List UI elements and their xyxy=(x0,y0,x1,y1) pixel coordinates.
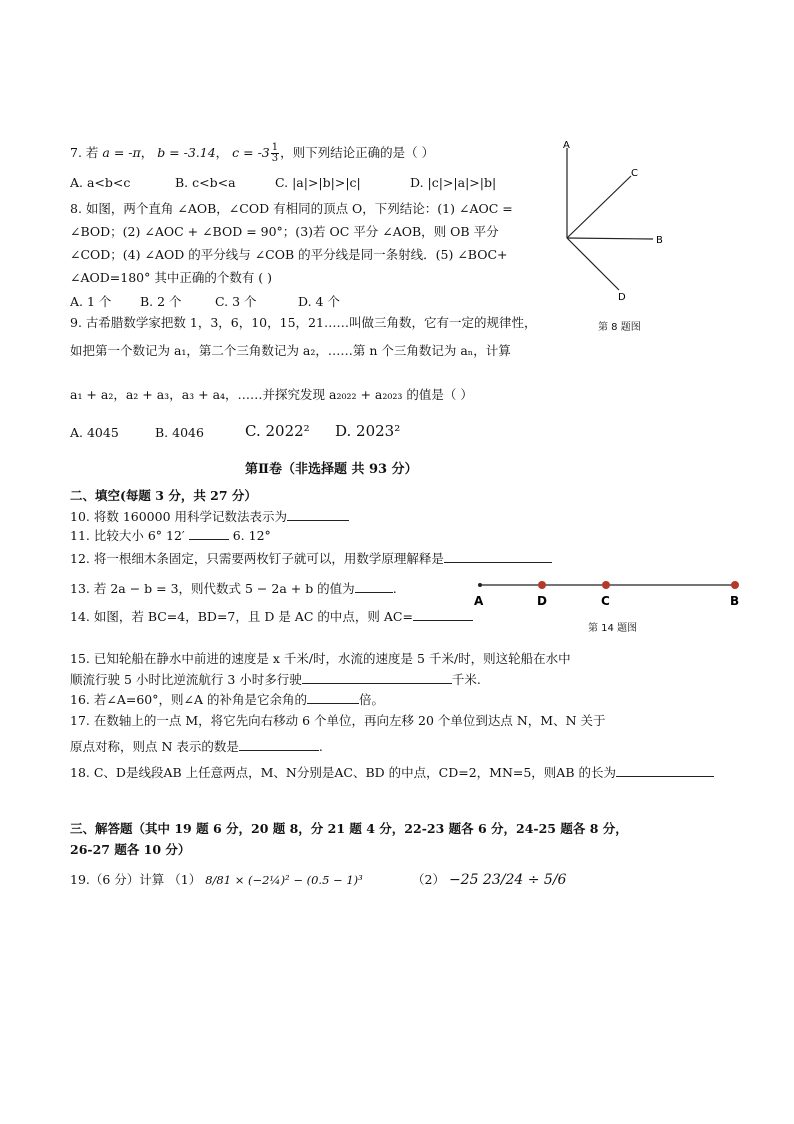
label-b: B xyxy=(656,235,663,246)
q14 xyxy=(70,607,473,625)
q9-line3: a₁ + a₂，a₂ + a₃，a₃ + a₄，……并探究发现 a₂₀₂₂ + a₂₀₂₃ 的值是（ ） xyxy=(70,387,473,402)
q13 xyxy=(70,579,397,597)
ray-ob xyxy=(567,238,653,239)
q16-text: 16. 若∠A=60°，则∠A 的补角是它余角的 xyxy=(70,692,307,707)
point-b xyxy=(731,581,739,589)
q17-answer-blank[interactable] xyxy=(239,738,319,751)
q7-option-d: D. |c|>|a|>|b| xyxy=(410,175,497,190)
q8-option-a: A. 1 个 xyxy=(70,294,112,309)
q16 xyxy=(70,690,384,708)
label-c: C xyxy=(601,594,610,608)
q19-part2 xyxy=(412,870,566,888)
q17-line1: 17. 在数轴上的一点 M，将它先向右移动 6 个单位，再向左移 20 个单位到达点 N，M、N 关于 xyxy=(70,713,606,728)
q13-answer-blank[interactable] xyxy=(355,580,393,593)
label-c: C xyxy=(631,168,638,179)
q8-figure xyxy=(555,140,675,310)
q18-text: 18. C、D是线段AB 上任意两点，M、N分别是AC、BD 的中点，CD=2，MN=5，则AB 的长为 xyxy=(70,765,616,780)
ray-od xyxy=(567,238,619,290)
q7-option-b: B. c<b<a xyxy=(175,175,236,190)
q7-stem: 7. 若 a = -π， b = -3.14， c = -3 $\frac{1}{3}$ ，则下列结论正确的是（ ） xyxy=(70,142,435,164)
q17-text: 原点对称，则点 N 表示的数是 xyxy=(70,739,239,754)
q15-line1: 15. 已知轮船在静水中前进的速度是 x 千米/时，水流的速度是 5 千米/时，则这轮船在水中 xyxy=(70,651,571,666)
q10-answer-blank[interactable] xyxy=(287,508,349,521)
q15-answer-blank[interactable] xyxy=(302,671,452,684)
q9-option-d: D. 2023² xyxy=(335,422,401,440)
q9-option-a: A. 4045 xyxy=(70,425,119,440)
q19-expr2: −25 23/24 ÷ 5/6 xyxy=(448,872,567,888)
section3-heading-line1: 三、解答题（其中 19 题 6 分，20 题 8，分 21 题 4 分，22-23 题各 6 分，24-25 题各 8 分， xyxy=(70,821,628,836)
section3-heading-line2: 26-27 题各 10 分） xyxy=(70,842,191,857)
q14-figure-caption: 第 14 题图 xyxy=(588,623,638,634)
q14-figure xyxy=(470,575,750,610)
point-c xyxy=(602,581,610,589)
q8-line3: ∠COD；(4) ∠AOD 的平分线与 ∠COB 的平分线是同一条射线．(5) ∠BOC+ xyxy=(70,247,508,262)
q11-text: 11. 比较大小 6° 12′ xyxy=(70,528,185,543)
q10 xyxy=(70,507,349,525)
label-b: B xyxy=(730,594,740,608)
q9-option-c: C. 2022² xyxy=(245,422,310,440)
q8-line4: ∠AOD=180° 其中正确的个数有 ( ) xyxy=(70,270,273,285)
q17-line2 xyxy=(70,737,323,755)
q19-expr1: 8/81 × (−2¼)² − (0.5 − 1)³ xyxy=(205,873,363,887)
q7-stem-post: ，则下列结论正确的是（ ） xyxy=(280,145,435,160)
label-a: A xyxy=(563,140,570,151)
q7-c-fraction xyxy=(271,143,279,164)
q7-b-expr: b = -3.14 xyxy=(157,145,216,160)
q12-answer-blank[interactable] xyxy=(444,550,552,563)
q12 xyxy=(70,549,552,567)
section2-title: 第Ⅱ卷（非选择题 共 93 分） xyxy=(245,462,418,477)
section2-heading: 二、填空(每题 3 分，共 27 分） xyxy=(70,488,257,503)
q18 xyxy=(70,763,714,781)
q11 xyxy=(70,526,271,544)
q8-line2: ∠BOD；(2) ∠AOC + ∠BOD = 90°；(3)若 OC 平分 ∠AOB，则 OB 平分 xyxy=(70,224,499,239)
point-d xyxy=(538,581,546,589)
frac-num: 1 xyxy=(271,142,279,153)
q9-line2: 如把第一个数记为 a₁，第二个三角数记为 a₂，……第 n 个三角数记为 aₙ，计算 xyxy=(70,343,511,358)
q7-option-a: A. a<b<c xyxy=(70,175,131,190)
q7-option-c: C. |a|>|b|>|c| xyxy=(275,175,361,190)
q15-text: 顺流行驶 5 小时比逆流航行 3 小时多行驶 xyxy=(70,672,302,687)
q8-option-b: B. 2 个 xyxy=(140,294,182,309)
ray-oc xyxy=(567,176,631,238)
label-d: D xyxy=(537,594,547,608)
q16-answer-blank[interactable] xyxy=(307,691,359,704)
q19-label: 19.（6 分）计算 （1） xyxy=(70,872,202,887)
q8-line1: 8. 如图，两个直角 ∠AOB，∠COD 有相同的顶点 O，下列结论：(1) ∠AOC = xyxy=(70,201,513,216)
frac-den: 3 xyxy=(271,153,279,164)
q7-stem-pre: 7. 若 xyxy=(70,145,99,160)
q13-text: 13. 若 2a − b = 3，则代数式 5 − 2a + b 的值为 xyxy=(70,581,355,596)
label-d: D xyxy=(618,292,626,303)
q14-text: 14. 如图，若 BC=4，BD=7，且 D 是 AC 的中点，则 AC= xyxy=(70,609,413,624)
q10-text: 10. 将数 160000 用科学记数法表示为 xyxy=(70,509,288,524)
q16-text-post: 倍。 xyxy=(358,692,384,707)
label-a: A xyxy=(474,594,484,608)
q19 xyxy=(70,870,363,888)
q11-answer-blank[interactable] xyxy=(189,527,229,540)
q15-text-post: 千米. xyxy=(451,672,481,687)
q8-option-d: D. 4 个 xyxy=(298,294,340,309)
q18-answer-blank[interactable] xyxy=(616,764,714,777)
q8-figure-caption: 第 8 题图 xyxy=(598,322,641,333)
q19-part2-label: （2） xyxy=(412,872,445,887)
q14-answer-blank[interactable] xyxy=(413,608,473,621)
q7-a-expr: a = -π xyxy=(102,145,141,160)
q7-c-expr: c = -3 xyxy=(232,145,270,160)
q17-text-post: . xyxy=(318,739,323,754)
q9-option-b: B. 4046 xyxy=(155,425,204,440)
q11-text-post: 6. 12° xyxy=(232,528,271,543)
q12-text: 12. 将一根细木条固定，只需要两枚钉子就可以，用数学原理解释是 xyxy=(70,551,444,566)
point-a xyxy=(478,583,482,587)
q13-text-post: . xyxy=(392,581,397,596)
q8-option-c: C. 3 个 xyxy=(215,294,257,309)
q9-line1: 9. 古希腊数学家把数 1，3，6，10，15，21……叫做三角数，它有一定的规律性， xyxy=(70,315,537,330)
q15-line2 xyxy=(70,670,481,688)
